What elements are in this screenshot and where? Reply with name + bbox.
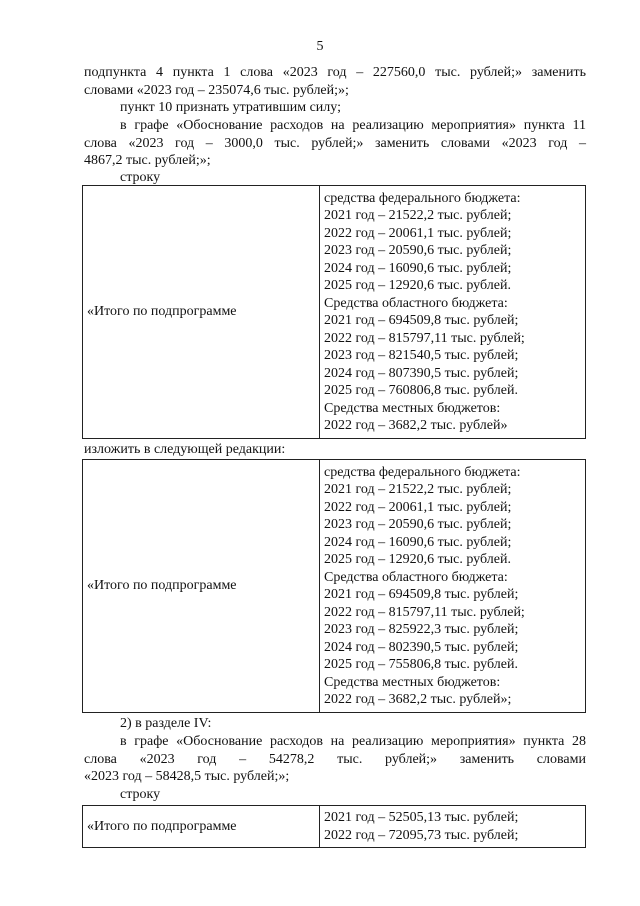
value-line: Средства областного бюджета: xyxy=(324,569,508,585)
text-line: 4867,2 тыс. рублей;»; xyxy=(84,153,211,168)
text-line: слова «2023 год – 3000,0 тыс. рублей;» заменить словами «2023 год – xyxy=(84,135,586,151)
value-line: 2022 год – 3682,2 тыс. рублей» xyxy=(324,418,508,433)
table-cell-values xyxy=(320,806,586,848)
paragraph-point-10 xyxy=(84,99,586,117)
value-line: средства федерального бюджета: xyxy=(324,190,521,206)
value-line: 2024 год – 802390,5 тыс. рублей; xyxy=(324,639,519,655)
value-line: 2022 год – 72095,73 тыс. рублей; xyxy=(324,827,519,843)
text-line: «2023 год – 58428,5 тыс. рублей;»; xyxy=(84,769,290,784)
value-line: Средства местных бюджетов: xyxy=(324,674,501,690)
value-line: 2025 год – 760806,8 тыс. рублей. xyxy=(324,383,518,398)
page-number: 5 xyxy=(316,39,324,54)
value-line: 2021 год – 21522,2 тыс. рублей; xyxy=(324,482,512,497)
value-line: 2021 год – 52505,13 тыс. рублей; xyxy=(324,810,519,825)
text-line: слова «2023 год – 54278,2 тыс. рублей;» заменить словами xyxy=(84,751,586,767)
text-line: изложить в следующей редакции: xyxy=(84,442,286,457)
text-line: подпункта 4 пункта 1 слова «2023 год – 227560,0 тыс. рублей;» заменить xyxy=(84,65,586,80)
value-line: Средства местных бюджетов: xyxy=(324,400,501,416)
paragraph-point-28 xyxy=(84,733,586,786)
value-line: 2022 год – 815797,11 тыс. рублей; xyxy=(324,330,525,346)
table-new-version xyxy=(82,459,586,713)
paragraph-subpoint-4 xyxy=(84,64,586,99)
text-line: 2) в разделе IV: xyxy=(120,716,212,731)
value-line: 2023 год – 825922,3 тыс. рублей; xyxy=(324,622,519,637)
text-line: пункт 10 признать утратившим силу; xyxy=(120,100,341,115)
label-section-iv xyxy=(84,715,586,733)
text-line: строку xyxy=(120,787,161,802)
value-line: 2022 год – 20061,1 тыс. рублей; xyxy=(324,499,512,515)
text-line: строку xyxy=(120,170,161,185)
value-line: 2023 год – 821540,5 тыс. рублей; xyxy=(324,348,519,363)
text-line: словами «2023 год – 235074,6 тыс. рублей;»; xyxy=(84,82,349,98)
table-row xyxy=(83,806,586,848)
table-cell-values xyxy=(320,460,586,713)
label-izlozhit xyxy=(84,441,586,459)
text-line: в графе «Обоснование расходов на реализацию мероприятия» пункта 11 xyxy=(120,118,586,133)
value-line: 2025 год – 12920,6 тыс. рублей. xyxy=(324,278,511,293)
table-row xyxy=(83,460,586,713)
value-line: Средства областного бюджета: xyxy=(324,295,508,311)
value-line: 2023 год – 20590,6 тыс. рублей; xyxy=(324,517,512,532)
table-cell-label: «Итого по подпрограмме xyxy=(83,806,320,848)
value-line: 2023 год – 20590,6 тыс. рублей; xyxy=(324,243,512,258)
value-line: средства федерального бюджета: xyxy=(324,464,521,480)
table-cell-values xyxy=(320,186,586,439)
table-old-version xyxy=(82,185,586,439)
text-line: в графе «Обоснование расходов на реализацию мероприятия» пункта 28 xyxy=(120,734,586,749)
table-cell-label: «Итого по подпрограмме xyxy=(83,186,320,439)
table-row xyxy=(83,186,586,439)
value-line: 2025 год – 12920,6 тыс. рублей. xyxy=(324,552,511,567)
value-line: 2024 год – 807390,5 тыс. рублей; xyxy=(324,365,519,381)
value-line: 2024 год – 16090,6 тыс. рублей; xyxy=(324,534,512,550)
label-stroku-1 xyxy=(84,169,586,187)
value-line: 2021 год – 21522,2 тыс. рублей; xyxy=(324,208,512,223)
value-line: 2022 год – 20061,1 тыс. рублей; xyxy=(324,225,512,241)
value-line: 2022 год – 815797,11 тыс. рублей; xyxy=(324,604,525,620)
value-line: 2021 год – 694509,8 тыс. рублей; xyxy=(324,587,519,602)
value-line: 2025 год – 755806,8 тыс. рублей. xyxy=(324,657,518,672)
paragraph-point-11 xyxy=(84,117,586,170)
table-point-28 xyxy=(82,805,586,848)
table-cell-label: «Итого по подпрограмме xyxy=(83,460,320,713)
label-stroku-2 xyxy=(84,786,586,804)
value-line: 2022 год – 3682,2 тыс. рублей»; xyxy=(324,692,512,707)
value-line: 2021 год – 694509,8 тыс. рублей; xyxy=(324,313,519,328)
value-line: 2024 год – 16090,6 тыс. рублей; xyxy=(324,260,512,276)
